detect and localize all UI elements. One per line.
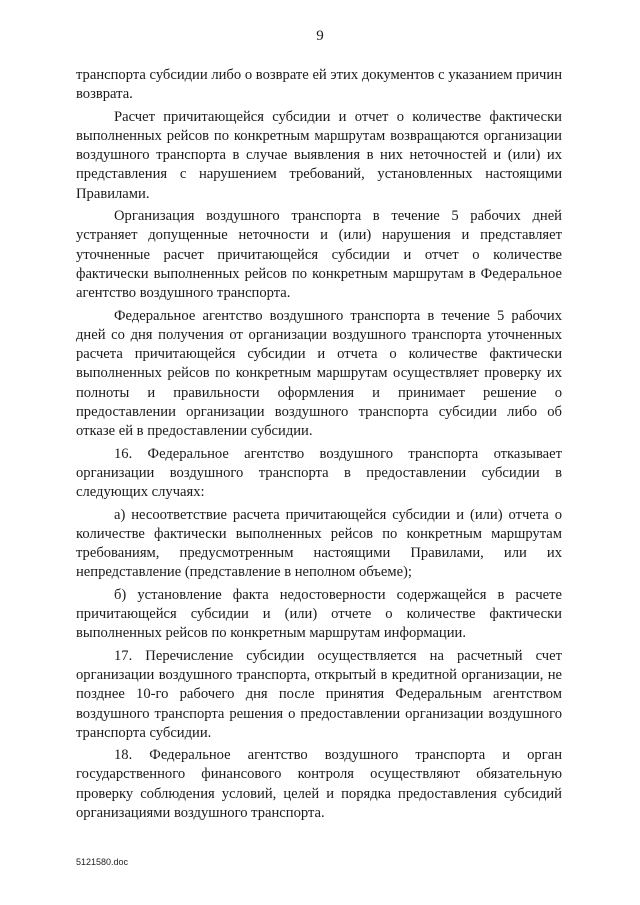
paragraph-clause-16-a: а) несоответствие расчета причитающейся субсидии и (или) отчета о количестве фактически выполненных рейсов по конкретным маршрутам требованиям, предусмотренным настоящими Правилами, или их непредставление (представление в неполном объеме); <box>76 506 562 581</box>
page-number: 9 <box>316 28 324 44</box>
paragraph-clause-17: 17. Перечисление субсидии осуществляется на расчетный счет организации воздушного транспорта, открытый в кредитной организации, не позднее 10-го рабочего дня после принятия Федеральным агентством воздушного транспорта решения о предоставлении организации воздушного транспорта субсидии. <box>76 647 562 741</box>
paragraph-calculation-returned: Расчет причитающейся субсидии и отчет о количестве фактически выполненных рейсов по конкретным маршрутам возвращаются организации воздушного транспорта в случае выявления в них неточностей и (или) их представления с нарушением требований, установленных настоящими Правилами. <box>76 108 562 202</box>
paragraph-clause-18: 18. Федеральное агентство воздушного транспорта и орган государственного финансового контроля осуществляют обязательную проверку соблюдения условий, целей и порядка предоставления субсидий организациями воздушного транспорта. <box>76 747 562 821</box>
paragraph-corrections: Организация воздушного транспорта в течение 5 рабочих дней устраняет допущенные неточности и (или) нарушения и представляет уточненные расчет причитающейся субсидии и отчет о количестве фактически выполненных рейсов по конкретным маршрутам в Федеральное агентство воздушного транспорта. <box>76 208 562 302</box>
paragraph-agency-review: Федеральное агентство воздушного транспорта в течение 5 рабочих дней со дня получения от организации воздушного транспорта уточненных расчета причитающейся субсидии и отчета о количестве фактически выполненных рейсов по конкретным маршрутам осуществляет проверку их полноты и правильности оформления и принимает решение о предоставлении организации воздушного транспорта субсидии либо об отказе ей в предоставлении субсидии. <box>76 307 562 440</box>
document-body <box>76 66 562 826</box>
paragraph-clause-16-b: б) установление факта недостоверности содержащейся в расчете причитающейся субсидии и (или) отчете о количестве фактически выполненных рейсов по конкретным маршрутам информации. <box>76 586 562 642</box>
paragraph-continuation: транспорта субсидии либо о возврате ей этих документов с указанием причин возврата. <box>76 67 562 103</box>
paragraph-clause-16: 16. Федеральное агентство воздушного транспорта отказывает организации воздушного транспорта в предоставлении субсидии в следующих случаях: <box>76 445 562 501</box>
footer-file-name: 5121580.doc <box>76 857 129 867</box>
